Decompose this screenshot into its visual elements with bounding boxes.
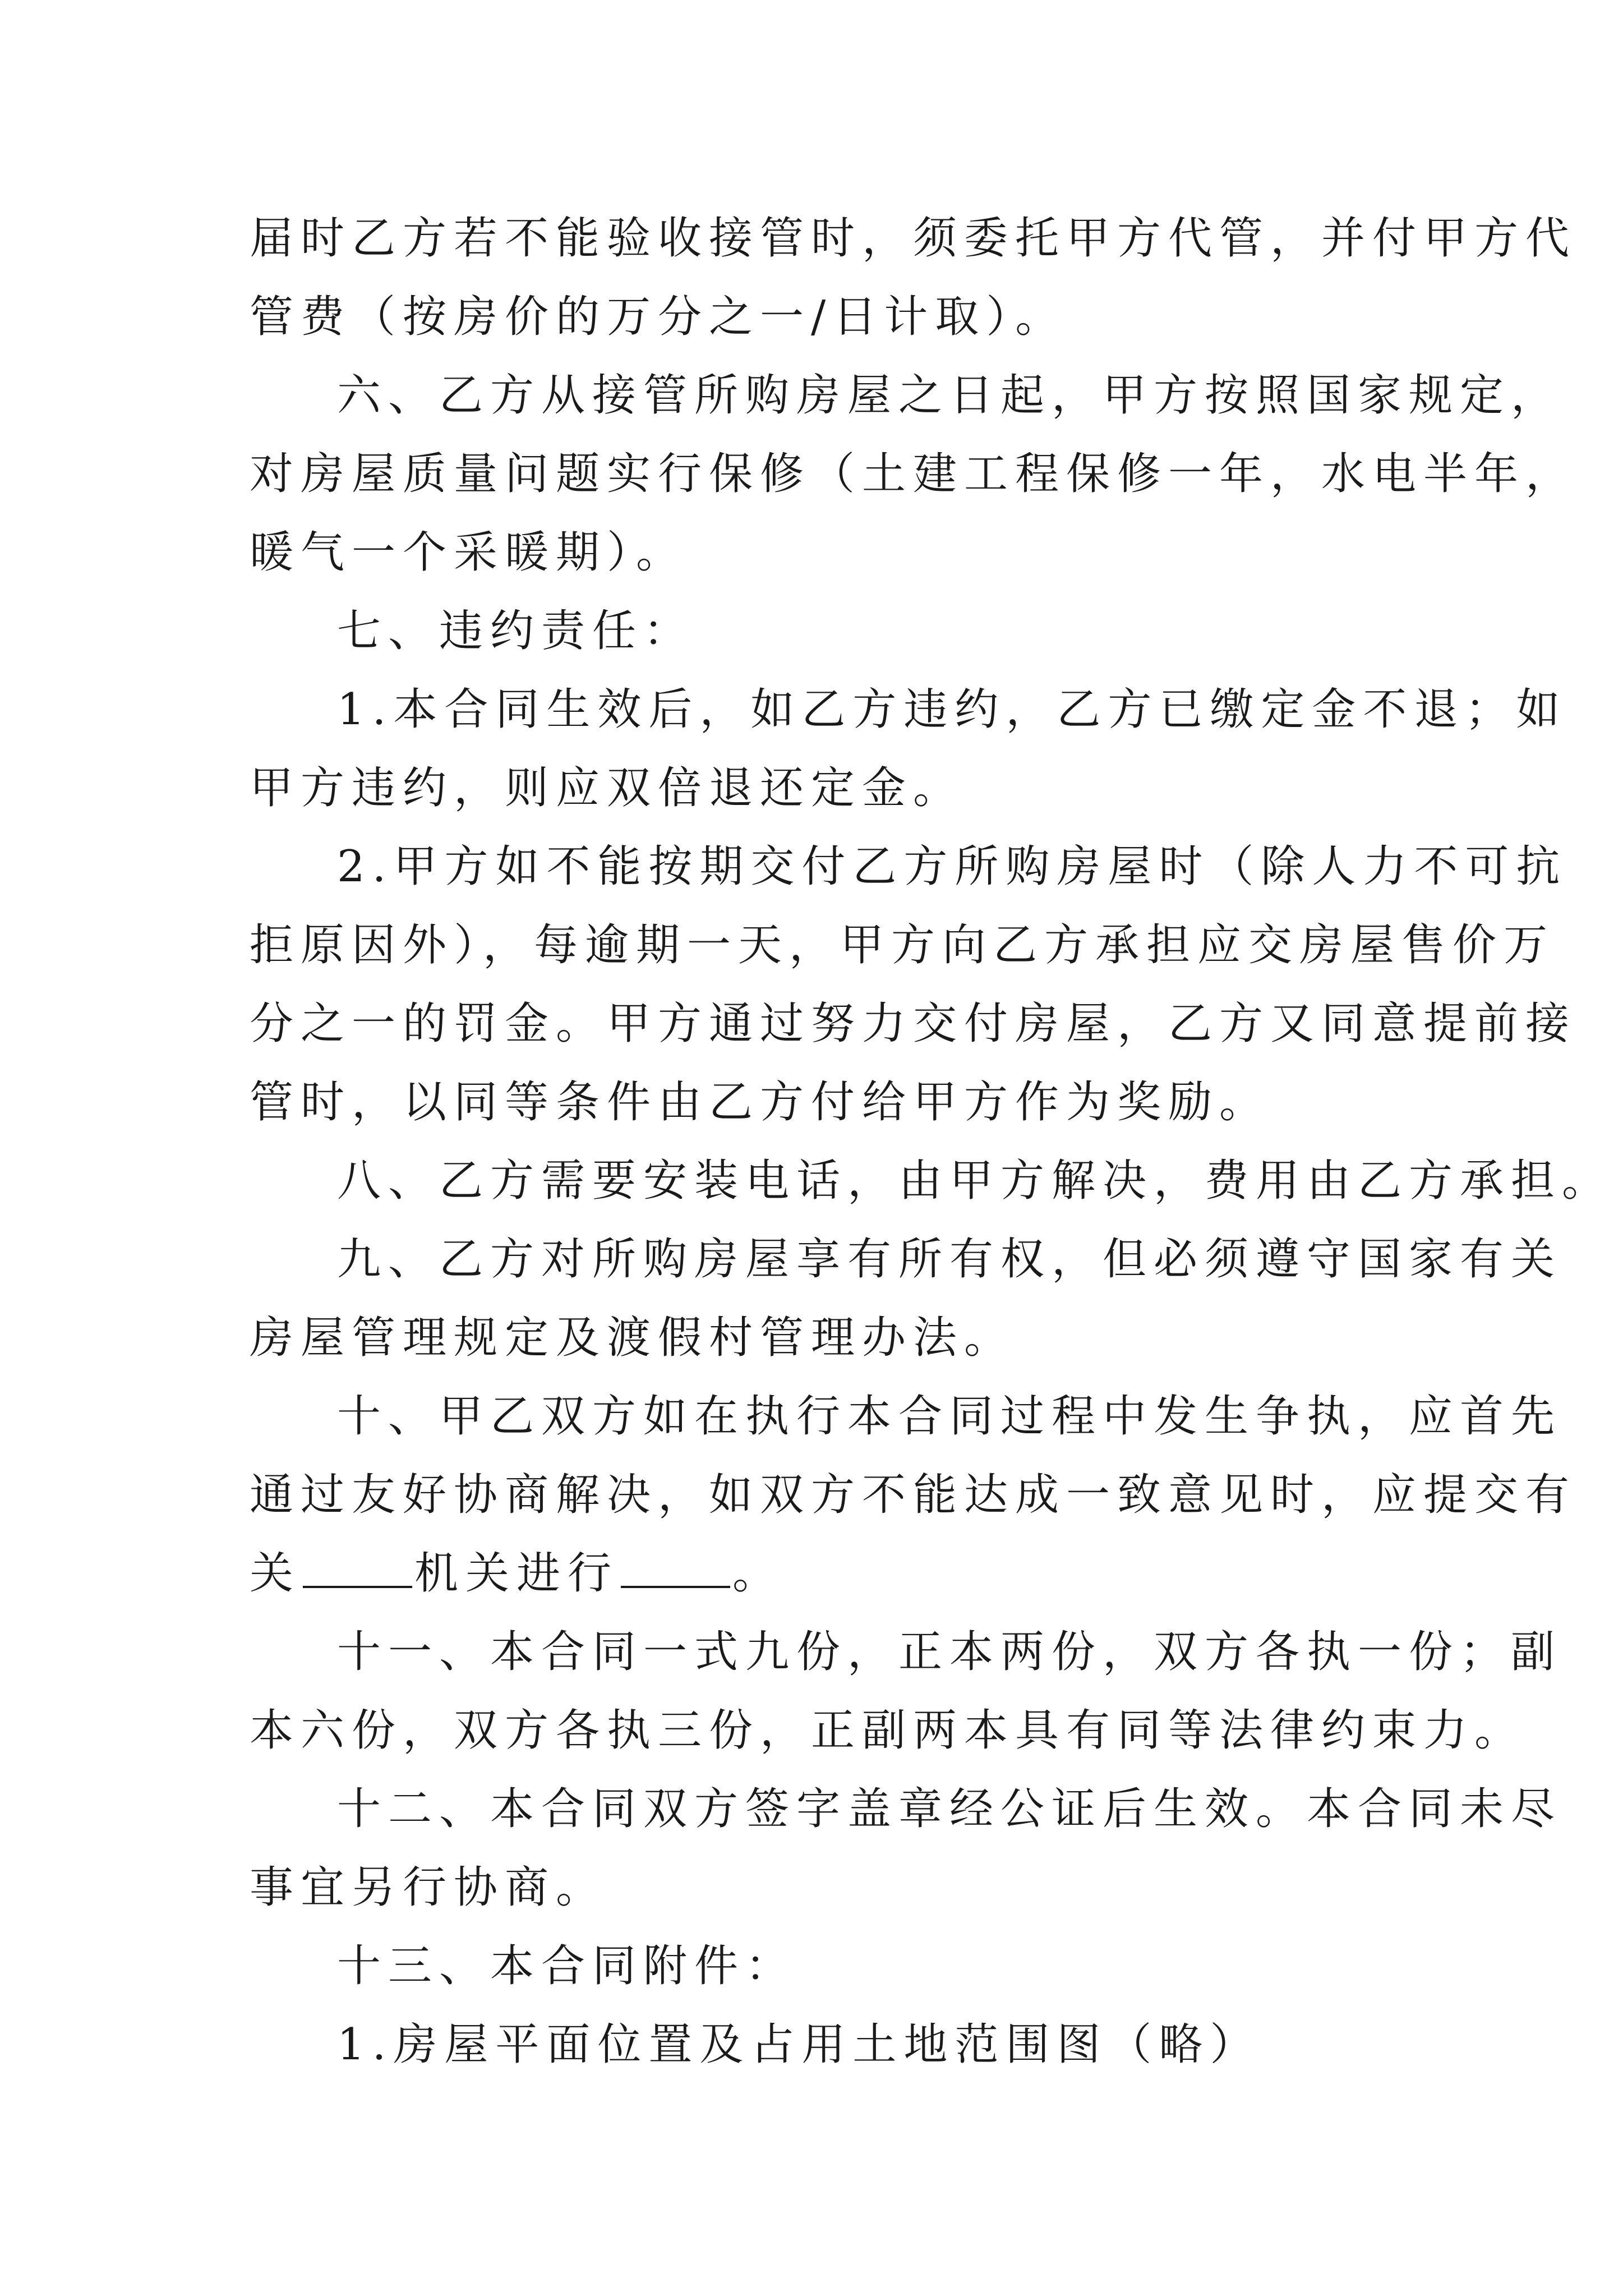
clause-13-heading: 十三、本合同附件：: [337, 1941, 797, 1991]
clause-13-item-1: 1.房屋平面位置及占用土地范围图（略）: [337, 2019, 1261, 2070]
clause-10-line: 十、甲乙双方如在执行本合同过程中发生争执，应首先: [337, 1391, 1562, 1442]
contract-page: [250, 199, 1613, 2084]
text-line: 分之一的罚金。甲方通过努力交付房屋，乙方又同意提前接: [250, 999, 1577, 1049]
text-line: 事宜另行协商。: [250, 1862, 607, 1913]
text-fragment: 关: [250, 1548, 301, 1599]
clause-11-line: 十一、本合同一式九份，正本两份，双方各执一份；副: [337, 1627, 1562, 1677]
text-fragment: 。: [732, 1548, 784, 1599]
text-line-with-blanks: [250, 1534, 1394, 1613]
text-fragment: 机关进行: [414, 1548, 619, 1599]
clause-12-line: 十二、本合同双方签字盖章经公证后生效。本合同未尽: [337, 1784, 1562, 1834]
clause-8-line: 八、乙方需要安装电话，由甲方解决，费用由乙方承担。: [337, 1156, 1613, 1206]
text-line: 拒原因外），每逾期一天，甲方向乙方承担应交房屋售价万: [250, 920, 1555, 970]
text-line: 管费（按房价的万分之一/日计取）。: [250, 292, 1067, 342]
clause-7-item-1: 1.本合同生效后，如乙方违约，乙方已缴定金不退；如: [337, 684, 1567, 735]
text-line: 房屋管理规定及渡假村管理办法。: [250, 1313, 1016, 1363]
clause-7-item-2: 2.甲方如不能按期交付乙方所购房屋时（除人力不可抗: [337, 841, 1567, 892]
text-line: 对房屋质量问题实行保修（土建工程保修一年，水电半年，: [250, 449, 1577, 499]
clause-6-line: 六、乙方从接管所购房屋之日起，甲方按照国家规定，: [337, 370, 1562, 421]
clause-7-heading: 七、违约责任：: [337, 606, 695, 656]
fill-in-blank: [621, 1551, 730, 1588]
text-line: 届时乙方若不能验收接管时，须委托甲方代管，并付甲方代: [250, 213, 1577, 264]
clause-9-line: 九、乙方对所购房屋享有所有权，但必须遵守国家有关: [337, 1234, 1562, 1285]
text-line: 管时，以同等条件由乙方付给甲方作为奖励。: [250, 1077, 1271, 1128]
text-line: 暖气一个采暖期）。: [250, 527, 688, 578]
text-line: 甲方违约，则应双倍退还定金。: [250, 763, 965, 813]
text-line: 本六份，双方各执三份，正副两本具有同等法律约束力。: [250, 1705, 1526, 1756]
text-line: 通过友好协商解决，如双方不能达成一致意见时，应提交有: [250, 1470, 1577, 1520]
fill-in-blank: [303, 1551, 412, 1588]
